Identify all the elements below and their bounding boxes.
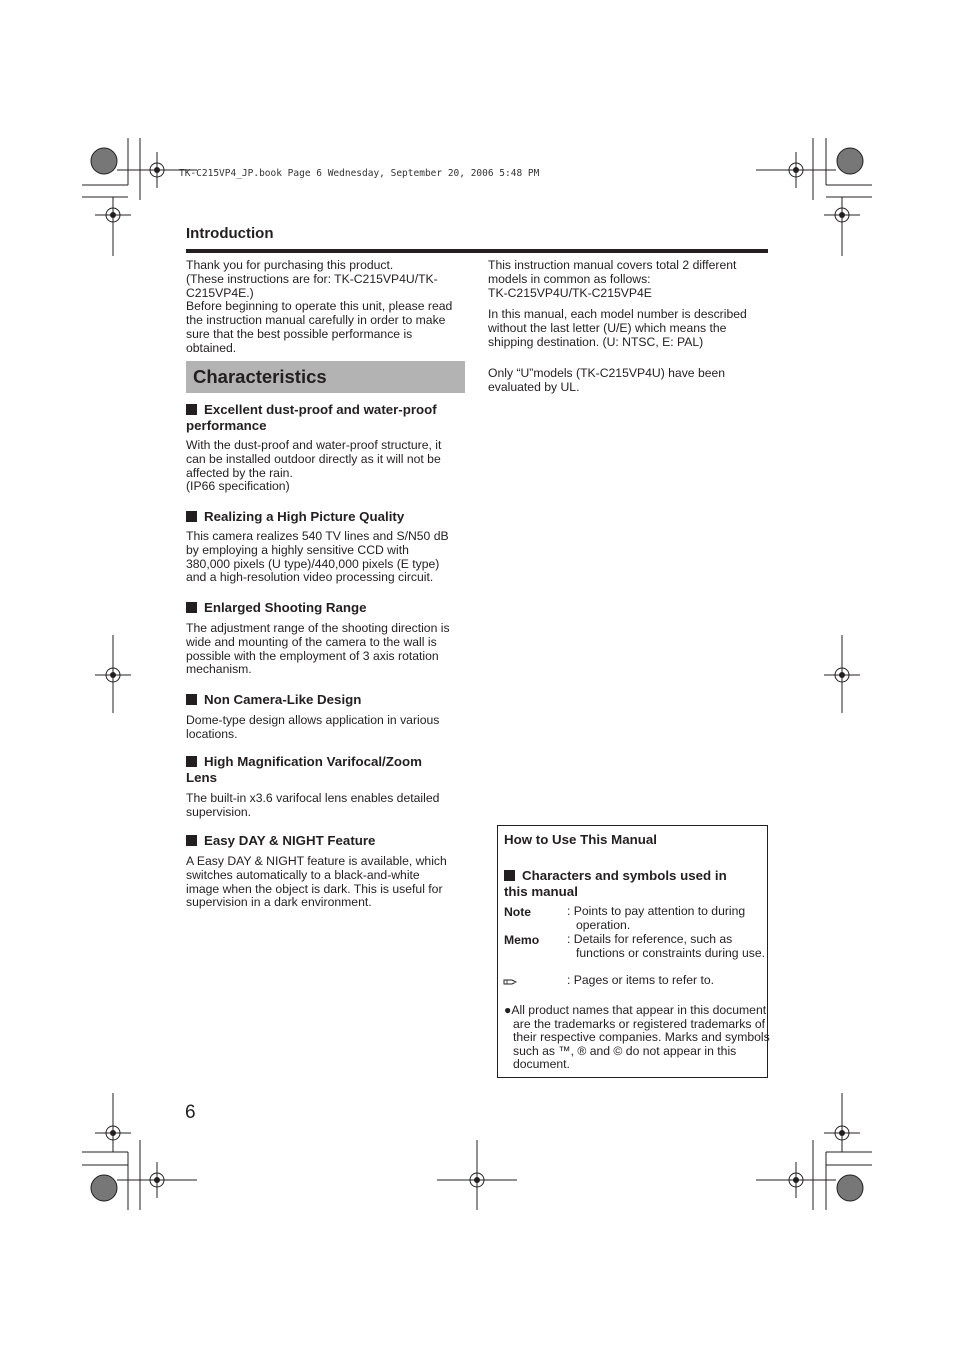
book-file-header: TK-C215VP4_JP.book Page 6 Wednesday, September 20, 2006 5:48 PM <box>179 168 540 179</box>
square-bullet-icon <box>186 511 197 522</box>
bullet-dot-icon: ● <box>504 1003 512 1017</box>
feature-heading: Excellent dust-proof and water-proof performance <box>186 402 437 433</box>
section-rule <box>186 249 768 253</box>
feature-body: A Easy DAY & NIGHT feature is available, which switches automatically to a black-and-white image when the object is dark. This is useful for supervision in a dark environment. <box>186 854 447 910</box>
feature-heading: Enlarged Shooting Range <box>186 600 468 616</box>
feature-heading: Realizing a High Picture Quality <box>186 509 468 525</box>
memo-description: : Details for reference, such as functions or constraints during use. <box>567 932 766 960</box>
models-paragraph: This instruction manual covers total 2 different models in common as follows: TK-C215VP4U/TK-C215VP4E <box>488 258 737 300</box>
square-bullet-icon <box>186 835 197 846</box>
square-bullet-icon <box>186 756 197 767</box>
manual-usage-box <box>497 825 768 1078</box>
note-description: : Points to pay attention to during operation. <box>567 904 746 932</box>
characteristics-banner <box>186 361 465 393</box>
square-bullet-icon <box>504 870 515 881</box>
feature-body: The built-in x3.6 varifocal lens enables detailed supervision. <box>186 791 440 819</box>
ul-paragraph: Only “U”models (TK-C215VP4U) have been evaluated by UL. <box>488 366 726 394</box>
page-number: 6 <box>185 1102 196 1123</box>
square-bullet-icon <box>186 694 197 705</box>
feature-heading: High Magnification Varifocal/Zoom Lens <box>186 754 422 785</box>
box-subheading: Characters and symbols used in this manual <box>504 868 727 899</box>
characteristics-title: Characteristics <box>193 366 327 387</box>
memo-term: Memo <box>504 933 540 947</box>
section-title: Introduction <box>186 225 274 242</box>
feature-body: With the dust-proof and water-proof structure, it can be installed outdoor directly as it will not be affected by the rain. (IP66 specification) <box>186 438 442 494</box>
square-bullet-icon <box>186 404 197 415</box>
box-title: How to Use This Manual <box>504 832 657 847</box>
feature-body: This camera realizes 540 TV lines and S/N50 dB by employing a highly sensitive CCD with 380,000 pixels (U type)/440,000 pixels (E type) and a high-resolution video processing circuit. <box>186 529 449 585</box>
note-term: Note <box>504 905 532 919</box>
feature-heading: Easy DAY & NIGHT Feature <box>186 833 468 849</box>
feature-body: The adjustment range of the shooting direction is wide and mounting of the camera to the wall is possible with the employment of 3 axis rotation mechanism. <box>186 621 450 677</box>
pointing-hand-icon <box>503 978 517 986</box>
reference-description: : Pages or items to refer to. <box>567 973 714 987</box>
trademark-note: ●All product names that appear in this document are the trademarks or registered trademarks of their respective companies. Marks and symbols such as ™, ® and © do not appear in this document. <box>504 1003 770 1072</box>
model-letter-paragraph: In this manual, each model number is described without the last letter (U/E) which means the shipping destination. (U: NTSC, E: PAL) <box>488 307 747 349</box>
feature-heading: Non Camera-Like Design <box>186 692 468 708</box>
feature-body: Dome-type design allows application in various locations. <box>186 713 440 741</box>
intro-paragraph: Thank you for purchasing this product. (These instructions are for: TK-C215VP4U/TK- C215VP4E.) Before beginning to operate this unit, please read the instruction manual carefully in order to make sure that the best possible performance is obtained. <box>186 258 453 355</box>
square-bullet-icon <box>186 602 197 613</box>
